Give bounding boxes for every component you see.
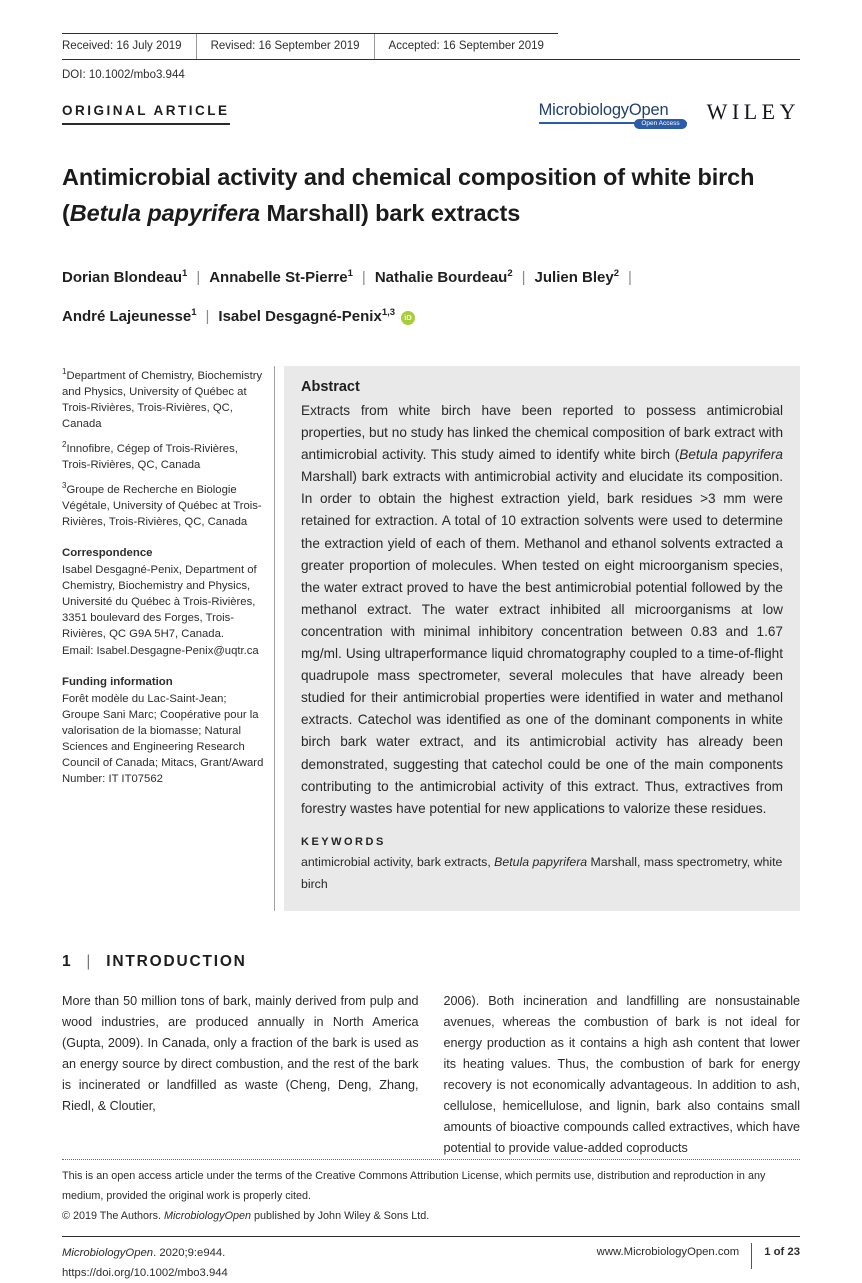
license-note [62,1159,800,1227]
affiliation-1: $^1$Department of Chemistry, Biochemistry and Physics, University of Québec at Trois-Rivières, Trois-Rivières, QC, Canada [62,367,263,430]
funding-heading: Funding information [62,675,173,688]
funding-body: Forêt modèle du Lac-Saint-Jean; Groupe Sani Marc; Coopérative pour la valorisation de la biomasse; Natural Sciences and Engineering Research Council of Canada; Mitacs, Grant/Award Number: IT IT07562 [62,693,264,786]
article-history [62,33,558,59]
footer-divider [751,1243,752,1269]
correspondence-body: Isabel Desgagné-Penix, Department of Chemistry, Biochemistry and Physics, Université du Québec à Trois-Rivières, 3351 boulevard des Forges, Trois-Rivières, QC G9A 5H7, Canada. [62,563,257,640]
doi-link[interactable]: https://doi.org/10.1002/mbo3.944 [62,1266,228,1279]
citation-block [62,1244,228,1283]
author-name: Annabelle St-Pierre$^1$ [209,268,353,286]
sidebar-divider [274,366,275,911]
wiley-logo: WILEY [706,99,800,124]
license-text: This is an open access article under the terms of the Creative Commons Attribution License, which permits use, distribution and reproduction in any medium, provided the original work is properly cited. [62,1170,766,1202]
citation-line: MicrobiologyOpen. 2020;9:e944. [62,1246,226,1259]
page-footer [62,1159,800,1283]
orcid-icon[interactable]: iD [401,311,415,325]
journal-logo-text: MicrobiologyOpen [538,100,669,119]
keywords-heading: KEYWORDS [301,835,386,848]
accepted-date: Accepted: 16 September 2019 [374,34,558,59]
author-separator: | [628,269,632,286]
author-name: Julien Bley$^2$ [534,268,620,286]
article-info-sidebar [62,366,274,911]
email-link[interactable]: Isabel.Desgagne-Penix@uqtr.ca [96,644,259,657]
correspondence-email-line: Email: Isabel.Desgagne-Penix@uqtr.ca [62,644,259,657]
intro-column-left: More than 50 million tons of bark, mainly derived from pulp and wood industries, are produced annually in North America (Gupta, 2009). In Canada, only a fraction of the bark is used as an energy source by direct combustion, and the rest of the bark is incinerated or landfilled as waste (Cheng, Deng, Zhang, Riedl, & Cloutier, [62,994,419,1114]
title-line1: Antimicrobial activity and chemical composition of white birch [62,164,755,190]
article-title [62,159,800,231]
doi-text: DOI: 10.1002/mbo3.944 [62,69,185,81]
author-name: Nathalie Bourdeau$^2$ [374,268,513,286]
author-separator: | [361,269,366,286]
affiliation-3: $^3$Groupe de Recherche en Biologie Végétale, University of Québec at Trois-Rivières, Trois-Rivières, QC, Canada [62,480,262,528]
author-name: Isabel Desgagné-Penix$^{1,3}$ [218,307,396,325]
microbiologyopen-logo [538,100,687,127]
journal-footer-bar [62,1236,800,1283]
title-species-name: Betula papyrifera [69,200,261,226]
journal-website-link[interactable]: www.MicrobiologyOpen.com [596,1245,740,1258]
copyright-line: © 2019 The Authors. MicrobiologyOpen published by John Wiley & Sons Ltd. [62,1209,430,1222]
intro-column-right: 2006). Both incineration and landfilling are nonsustainable avenues, whereas the combustion of bark is not ideal for energy production as it contains a high ash content that lower its heating values. Thus, the combustion of bark for energy recovery is not economically advantageous. In addition to ash, cellulose, hemicellulose, and lignin, bark also contains small amounts of bioactive compounds called extractives, which have potential to provide value-added coproducts [443,994,800,1156]
open-access-badge: Open Access [634,119,686,129]
journal-logo-bar [539,119,687,127]
abstract-section [284,366,800,911]
author-name: Dorian Blondeau$^1$ [62,268,188,286]
author-separator: | [205,308,210,325]
affiliation-2: $^2$Innofibre, Cégep of Trois-Rivières, Trois-Rivières, QC, Canada [62,439,238,471]
header-divider [62,59,800,60]
author-separator: | [521,269,526,286]
received-date: Received: 16 July 2019 [62,40,182,52]
correspondence-heading: Correspondence [62,546,153,559]
title-line2-pre: ( [62,200,70,226]
article-type-label: ORIGINAL ARTICLE [62,103,230,125]
abstract-text: Extracts from white birch have been reported to possess antimicrobial properties, but no study has linked the chemical composition of bark extract with antimicrobial activity. This study aimed to identify white birch (Betula papyrifera Marshall) bark extracts with antimicrobial activity and elucidate its composition. In order to obtain the highest extraction yield, bark residues >3 mm were retained for extraction. A total of 10 extraction solvents were used to determine the extraction yield of each of them. Methanol and ethanol solvents extracted a greater proportion of molecules. When tested on eight microorganism species, the water extract proved to have the best antimicrobial potential followed by the methanol extract. The water extract inhibited all microorganisms at low concentration with minimal inhibitory concentration between 0.83 and 1.67 mg/ml. Using ultraperformance liquid chromatography coupled to a time-of-flight quadrupole mass spectrometer, several molecules that have already been studied for their antimicrobial properties were identified in water and methanol extracts. Catechol was identified as one of the dominant components in white birch bark water extract, and its antimicrobial activity has already been demonstrated, suggesting that catechol could be one of the main components contributing to the antimicrobial activity of this extract. Thus, extractives from forestry wastes have potential for new applications to valorize these residues. [301,403,783,816]
title-line2-post: Marshall) bark extracts [260,200,521,226]
revised-date: Revised: 16 September 2019 [196,34,374,59]
author-separator: | [196,269,201,286]
keywords-text: antimicrobial activity, bark extracts, Betula papyrifera Marshall, mass spectrometry, white birch [301,854,783,891]
author-list [62,256,800,334]
section-heading-introduction: 1 | INTRODUCTION [62,953,247,971]
page-number: 1 of 23 [764,1245,800,1258]
abstract-heading: Abstract [301,379,360,395]
author-name: André Lajeunesse$^1$ [62,307,197,325]
